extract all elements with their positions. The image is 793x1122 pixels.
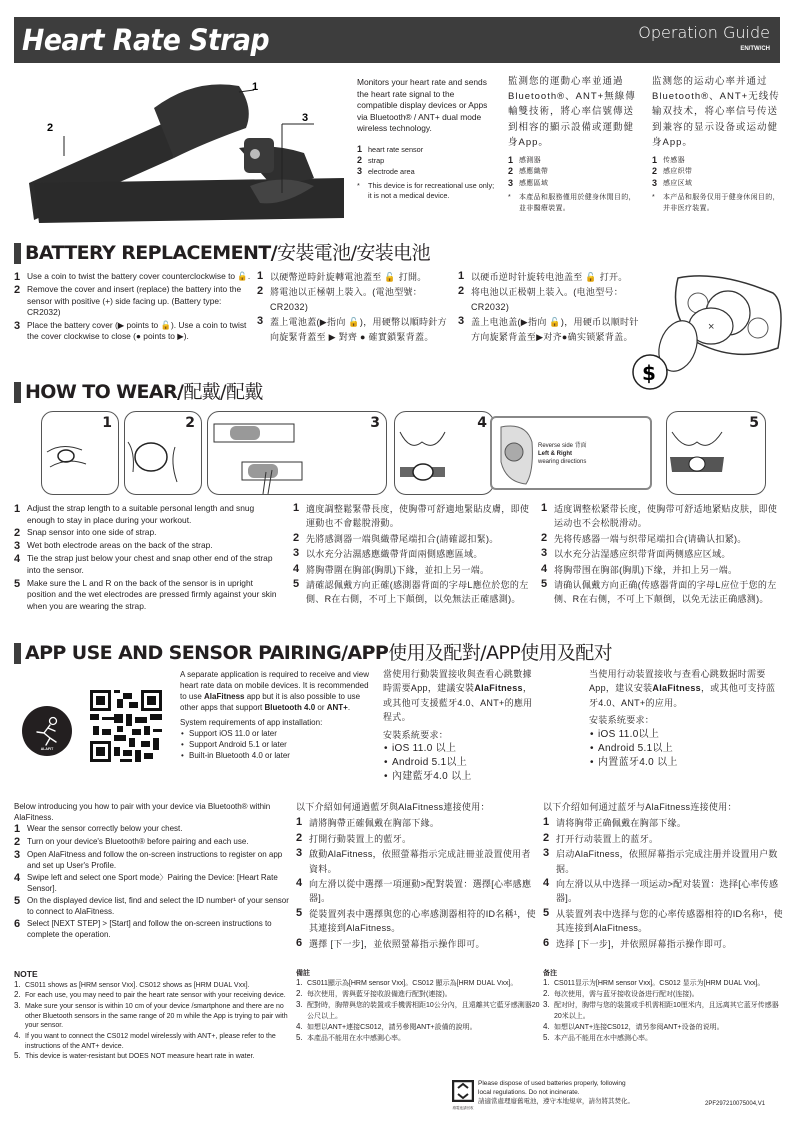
- list-item: 1 适度调整松紧带长度，使胸带可舒适地紧贴皮肤，即使运动也不会松脱滑动。: [541, 502, 778, 529]
- app-desc-en: A separate application is required to receive and view heart rate data on mobile devices. It is recommended to use AlaFitness app but it is also possible to use other apps that support Bluetooth 4.0 or ANT+. System requirements of app installation: • Support iOS 11.0 or later • Support Android 5.1 or later • Built-in Bluetooth 4.0 or later: [180, 669, 370, 761]
- list-item: 5 请确认佩戴方向正确(传感器背面的字母L应位于您的左侧、R在右侧，不可上下颠倒，以免无法正确感测)。: [541, 577, 777, 605]
- note-item: 5. 本产品不能用在水中感测心率。: [543, 1032, 652, 1042]
- note-item: 1. CS011顯示為[HRM sensor Vxx]。CS012 顯示為[HRM DUAL Vxx]。: [296, 978, 518, 988]
- list-item: 3 Place the battery cover (▶ points to 🔓). Use a coin to twist the cover clockwise to close (● points to ▶).: [14, 319, 247, 342]
- note-item: 3. Make sure your sensor is within 10 cm of your device /smartphone and there are no other Bluetooth sensors in the same range of 20 m while the App is trying to pair with your sensor.: [14, 1001, 288, 1030]
- wear-panel-1: 1: [41, 411, 119, 495]
- list-item: 3 启动AlaFitness，依照屏幕指示完成注册并设置用户数据。: [543, 847, 778, 874]
- note-item: 2. For each use, you may need to pair the heart rate sensor with your receiving device.: [14, 990, 286, 1000]
- pairing-steps-cn: [543, 816, 783, 951]
- intro-desc-tw: 監測您的運動心率並通過Bluetooth®、ANT+無線傳輸雙技術，將心率信號傳送到相容的顯示設備或運動健身App。: [508, 76, 636, 148]
- wearing-directions-label: wearing directions: [538, 459, 587, 466]
- note-title-en: NOTE: [14, 969, 38, 979]
- list-item: 2 先將感測器一端與織帶尾端扣合(請確認扣緊)。: [293, 531, 499, 544]
- part-item: 1 感測器: [508, 154, 541, 165]
- pairing-intro-en: Below introducing you how to pair with your device via Bluetooth® within AlaFitness.: [14, 802, 271, 823]
- part-item: 3 感應區域: [508, 177, 549, 188]
- list-item: • 内置蓝牙4.0 以上: [589, 756, 784, 770]
- list-item: 2 Turn on your device's Bluetooth® before pairing and each use.: [14, 836, 249, 849]
- list-item: 1 以硬币逆时针旋转电池盖至 🔓 打开。: [458, 270, 628, 282]
- svg-text:3: 3: [302, 112, 309, 124]
- pairing-steps-en: [14, 823, 289, 940]
- list-item: 3 Open AlaFitness and follow the on-screen instructions to register on app and set up User's Profile.: [14, 849, 283, 871]
- list-item: 2 将电池以正极朝上装入。(电池型号：CR2032): [458, 285, 624, 312]
- note-item: 2. 每次使用，需與藍牙接收設備進行配對(連接)。: [296, 989, 452, 999]
- list-item: 1 请将胸带正确佩戴在胸部下缘。: [543, 816, 687, 829]
- section-heading-battery: BATTERY REPLACEMENT/ 安裝電池/安装电池: [14, 241, 430, 267]
- list-item: 1 Adjust the strap length to a suitable personal length and snug enough to stay in place during your workout.: [14, 503, 255, 525]
- disclaimer-cn: * 本产品和服务仅用于健身休闲目的，并非医疗装置。: [652, 194, 780, 212]
- list-item: 3 盖上电池盖(▶指向 🔓)，用硬币以顺时针方向旋紧背盖至▶对齐●确实锁紧背盖。: [458, 315, 639, 342]
- list-item: • Android 5.1以上: [383, 756, 533, 770]
- list-item: 3 蓋上電池蓋(▶指向 🔓)，用硬幣以順時針方向旋緊背蓋至 ▶ 對齊 ● 確實鎖緊背蓋。: [257, 315, 447, 342]
- document-code: 2PF297210075004,V1: [705, 1101, 766, 1107]
- list-item: • 內建藍牙4.0 以上: [383, 770, 533, 784]
- note-item: 3. 配對時，胸帶與您的裝置或手機需相距10公分內，且遠離其它藍牙感測器20公尺以上。: [296, 1000, 540, 1020]
- list-item: 6 選擇 [下一步]，並依照螢幕指示操作即可。: [296, 936, 485, 949]
- list-item: • Support iOS 11.0 or later: [180, 728, 370, 739]
- battery-recycle-icon: 廢電池請回收: [452, 1080, 474, 1108]
- disclaimer-en: * This device is for recreational use only; it is not a medical device.: [357, 181, 495, 201]
- list-item: 1 請將胸帶正確佩戴在胸部下緣。: [296, 816, 440, 829]
- wear-panel-3: 3: [207, 411, 387, 495]
- requirements-title-en: System requirements of app installation:: [180, 718, 323, 728]
- wear-panel-4: 4: [394, 411, 494, 495]
- list-item: 2 先将传感器一端与织带尾端扣合(请确认扣紧)。: [541, 531, 747, 544]
- list-item: 5 Make sure the L and R on the back of the sensor is in upright position and the wet electrodes are pressed firmly against your skin when you are wearing the strap.: [14, 577, 277, 611]
- requirements-list-cn: [589, 728, 784, 770]
- list-item: 3 以水充分沾濕感應織帶背面兩側感應區域。: [293, 547, 483, 560]
- pairing-cn: [543, 800, 783, 952]
- battery-steps-tw: [257, 270, 452, 345]
- requirements-title-cn: 安装系统要求：: [589, 715, 655, 726]
- product-photo: [14, 68, 349, 233]
- document-title: Heart Rate Strap: [22, 23, 270, 57]
- list-item: • iOS 11.0以上: [589, 728, 784, 742]
- note-item: 3. 配对时，胸带与您的装置或手机需相距10厘米内，且远离其它蓝牙传感器20米以上。: [543, 1000, 779, 1020]
- pairing-steps-tw: [296, 816, 536, 951]
- pairing-intro-tw: 以下介紹如何通過藍牙與AlaFitness連接使用：: [296, 802, 490, 812]
- list-item: 5 从装置列表中选择与您的心率传感器相符的ID名称¹，使其连接到AlaFitness。: [543, 906, 783, 934]
- list-item: • Built-in Bluetooth 4.0 or later: [180, 750, 370, 761]
- list-item: 2 將電池以正極朝上裝入。(電池型號：CR2032): [257, 285, 423, 312]
- intro-desc-cn: 监测您的运动心率并通过Bluetooth®、ANT+无线传输双技术，将心率信号传送到兼容的显示设备或运动健身App。: [652, 76, 780, 148]
- pairing-tw: [296, 800, 536, 952]
- list-item: 2 Snap sensor into one side of strap.: [14, 527, 157, 540]
- battery-steps-cn: [458, 270, 643, 345]
- svg-text:1: 1: [252, 81, 259, 93]
- app-desc-cn: 当使用行动装置接收与查看心跳数据时需要App，建议安装AlaFitness，或其他可支持蓝牙4.0、ANT+的应用。 安装系统要求： • iOS 11.0以上 • Android 5.1以上 • 内置蓝牙4.0 以上: [589, 667, 784, 770]
- reverse-side-callout: [490, 416, 652, 490]
- part-item: 1 传感器: [652, 154, 685, 165]
- list-item: 5 請確認佩戴方向正確(感測器背面的字母L應位於您的左側、R在右側，不可上下顛倒，以免無法正確感測)。: [293, 577, 529, 605]
- section-heading-app: APP USE AND SENSOR PAIRING/APP 使用及配對/APP使用及配对: [14, 641, 612, 667]
- requirements-list-en: [180, 728, 370, 761]
- list-item: 2 打开行动装置上的蓝牙。: [543, 831, 659, 844]
- list-item: • Android 5.1以上: [589, 742, 784, 756]
- list-item: 6 Select [NEXT STEP] > [Start] and follow the on-screen instructions to complete the operation.: [14, 918, 272, 940]
- requirements-list-tw: [383, 742, 533, 784]
- reverse-side-label: Reverse side 背面: [538, 443, 587, 449]
- note-title-cn: 备注: [543, 970, 557, 977]
- pairing-intro-cn: 以下介绍如何通过蓝牙与AlaFitness连接使用：: [543, 802, 737, 812]
- disposal-notice: Please dispose of used batteries properly, following local regulations. Do not incinerate. 請適當處理廢舊電池，遵守本地規章，請勿將其焚化。: [478, 1080, 634, 1105]
- part-item: 1 heart rate sensor: [357, 143, 424, 154]
- list-item: 3 以水充分沾湿感应织带背面两侧感应区域。: [541, 547, 731, 560]
- part-item: 2 strap: [357, 155, 385, 166]
- wear-panel-2: 2: [124, 411, 202, 495]
- wear-steps-tw: [293, 502, 533, 608]
- part-item: 3 electrode area: [357, 166, 415, 177]
- notes-en: [14, 969, 289, 1063]
- wear-steps-en: [14, 503, 279, 613]
- list-item: 3 Wet both electrode areas on the back of the strap.: [14, 540, 213, 553]
- note-item: 4. 如想以ANT+連接CS012，請另參閱ANT+設備的說明。: [296, 1021, 477, 1031]
- note-item: 5. This device is water-resistant but DOES NOT measure heart rate in water.: [14, 1051, 255, 1061]
- list-item: 6 选择 [下一步]，并依照屏幕指示操作即可。: [543, 936, 732, 949]
- note-item: 1. CS011显示为[HRM sensor Vxx]。CS012 显示为[HRM DUAL Vxx]。: [543, 978, 765, 988]
- note-item: 1. CS011 shows as [HRM sensor Vxx]. CS012 shows as [HRM DUAL Vxx].: [14, 979, 250, 989]
- note-item: 2. 每次使用，需与蓝牙接收设备进行配对(连接)。: [543, 989, 699, 999]
- battery-illustration: [628, 268, 788, 393]
- language-codes: EN/TW/CH: [740, 46, 770, 52]
- notes-cn: [543, 969, 783, 1045]
- app-desc-tw: 當使用行動裝置接收與查看心跳數據時需要App，建議安裝AlaFitness，或其他可支援藍牙4.0、ANT+的應用程式。 安裝系統要求： • iOS 11.0 以上 • Android 5.1以上 • 內建藍牙4.0 以上: [383, 667, 533, 784]
- parts-list-en: [357, 145, 497, 177]
- note-item: 4. 如想以ANT+连接CS012，请另参阅ANT+设备的说明。: [543, 1021, 724, 1031]
- alafitness-logo: ALAFIT: [22, 706, 72, 756]
- list-item: 1 適度調整鬆緊帶長度，使胸帶可舒適地緊貼皮膚，即使運動也不會鬆脫滑動。: [293, 502, 530, 529]
- section-heading-wear: HOW TO WEAR/ 配戴/配戴: [14, 380, 263, 406]
- list-item: • Support Android 5.1 or later: [180, 739, 370, 750]
- part-item: 2 感应织带: [652, 166, 693, 177]
- left-right-label: Left & Right: [538, 451, 572, 458]
- parts-list-cn: [652, 156, 782, 190]
- list-item: 1 Wear the sensor correctly below your chest.: [14, 823, 183, 836]
- part-item: 3 感应区域: [652, 177, 693, 188]
- battery-steps-en: [14, 271, 254, 344]
- list-item: 4 将胸带围在胸部(胸肌)下缘，并扣上另一端。: [541, 562, 738, 575]
- pairing-en: [14, 801, 289, 942]
- notes-tw: [296, 969, 541, 1045]
- part-item: 2 感應織帶: [508, 166, 549, 177]
- note-title-tw: 備註: [296, 970, 310, 977]
- list-item: 4 向左滑以从中选择一项运动>配对装置：选择[心率传感器]。: [543, 876, 779, 904]
- intro-cn: [652, 74, 782, 214]
- strap-illustration: [14, 68, 349, 233]
- coin-icon: $: [642, 361, 656, 385]
- intro-tw: [508, 74, 636, 214]
- svg-text:×: ×: [708, 321, 715, 333]
- list-item: 2 打開行動裝置上的藍牙。: [296, 831, 412, 844]
- list-item: 1 以硬幣逆時針旋轉電池蓋至 🔓 打開。: [257, 270, 427, 282]
- list-item: 2 Remove the cover and insert (replace) the battery into the sensor with positive (+) side facing up. (Battery type: CR2032): [14, 284, 242, 318]
- intro-desc-en: Monitors your heart rate and sends the heart rate signal to the compatible display devices or Apps via Bluetooth® / ANT+ dual mode wireless technology.: [357, 77, 488, 134]
- wear-panel-5: 5: [666, 411, 766, 495]
- list-item: 4 將胸帶圍在胸部(胸肌)下緣，並扣上另一端。: [293, 562, 490, 575]
- requirements-title-tw: 安裝系統要求：: [383, 729, 449, 740]
- disclaimer-tw: * 本產品和服務僅用於健身休閒目的，並非醫療裝置。: [508, 194, 636, 212]
- list-item: 4 Tie the strap just below your chest and snap other end of the strap into the sensor.: [14, 553, 273, 575]
- list-item: • iOS 11.0 以上: [383, 742, 533, 756]
- list-item: 4 向左滑以從中選擇一項運動>配對裝置：選擇[心率感應器]。: [296, 876, 532, 904]
- note-item: 5. 本產品不能用在水中感測心率。: [296, 1032, 405, 1042]
- list-item: 3 啟動AlaFitness，依照螢幕指示完成註冊並設置使用者資料。: [296, 847, 531, 874]
- list-item: 5 從裝置列表中選擇與您的心率感測器相符的ID名稱¹，使其連接到AlaFitness。: [296, 906, 536, 934]
- list-item: 4 Swipe left and select one Sport mode〉Pairing the Device: [Heart Rate Sensor].: [14, 872, 278, 894]
- wear-steps-cn: [541, 502, 781, 608]
- note-item: 4. If you want to connect the CS012 model wirelessly with ANT+, please refer to the instructions of the ANT+ device.: [14, 1031, 276, 1050]
- app-name: AlaFitness: [204, 692, 245, 702]
- qr-code[interactable]: [90, 690, 162, 762]
- list-item: 5 On the displayed device list, find and select the ID number¹ of your sensor to connect to AlaFitness.: [14, 895, 289, 917]
- header-banner: [14, 17, 780, 63]
- intro-en: [357, 77, 497, 201]
- svg-text:2: 2: [47, 122, 54, 134]
- parts-list-tw: [508, 156, 636, 190]
- list-item: 1 Use a coin to twist the battery cover counterclockwise to 🔓.: [14, 271, 251, 283]
- document-subtitle: Operation Guide: [638, 23, 770, 42]
